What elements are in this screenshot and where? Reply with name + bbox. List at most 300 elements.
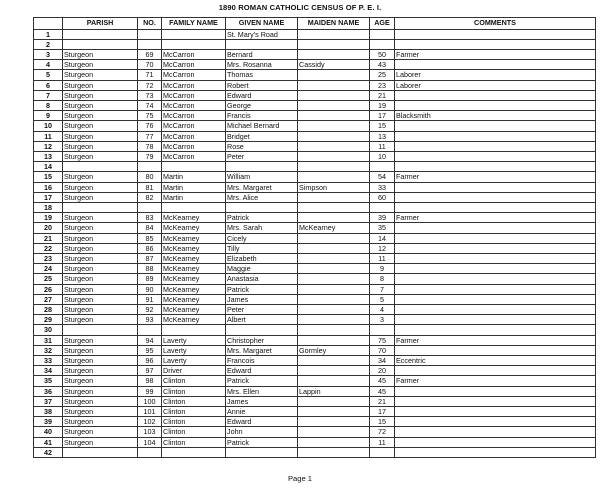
given-name-cell: Christopher — [226, 335, 298, 345]
age-cell: 4 — [370, 304, 395, 314]
maiden-name-cell — [298, 356, 370, 366]
table-header-row — [34, 18, 596, 30]
row-number-cell: 16 — [34, 182, 63, 192]
given-name-cell: Patrick — [226, 213, 298, 223]
record-number-cell: 85 — [138, 233, 162, 243]
row-number-cell: 26 — [34, 284, 63, 294]
family-name-cell: Clinton — [162, 427, 226, 437]
maiden-name-cell — [298, 396, 370, 406]
header-maiden-name: MAIDEN NAME — [298, 18, 370, 30]
maiden-name-cell — [298, 264, 370, 274]
comments-cell — [395, 264, 596, 274]
age-cell: 7 — [370, 284, 395, 294]
family-name-cell — [162, 29, 226, 39]
parish-cell: Sturgeon — [63, 151, 138, 161]
record-number-cell: 78 — [138, 141, 162, 151]
family-name-cell: Laverty — [162, 335, 226, 345]
table-row — [34, 335, 596, 345]
maiden-name-cell — [298, 437, 370, 447]
record-number-cell: 104 — [138, 437, 162, 447]
age-cell: 35 — [370, 223, 395, 233]
table-row — [34, 70, 596, 80]
parish-cell — [63, 202, 138, 212]
record-number-cell: 69 — [138, 49, 162, 59]
parish-cell: Sturgeon — [63, 417, 138, 427]
age-cell: 14 — [370, 233, 395, 243]
record-number-cell: 100 — [138, 396, 162, 406]
maiden-name-cell — [298, 162, 370, 172]
given-name-cell: James — [226, 396, 298, 406]
record-number-cell: 92 — [138, 304, 162, 314]
record-number-cell — [138, 325, 162, 335]
census-body — [34, 29, 596, 458]
row-number-cell: 21 — [34, 233, 63, 243]
row-number-cell: 41 — [34, 437, 63, 447]
record-number-cell: 73 — [138, 90, 162, 100]
age-cell: 45 — [370, 386, 395, 396]
age-cell: 17 — [370, 407, 395, 417]
age-cell: 10 — [370, 151, 395, 161]
table-row — [34, 417, 596, 427]
given-name-cell: Mrs. Margaret — [226, 345, 298, 355]
family-name-cell: McKearney — [162, 243, 226, 253]
parish-cell: Sturgeon — [63, 294, 138, 304]
maiden-name-cell: Gormley — [298, 345, 370, 355]
parish-cell: Sturgeon — [63, 427, 138, 437]
family-name-cell: McKearney — [162, 233, 226, 243]
header-age: AGE — [370, 18, 395, 30]
census-table — [33, 17, 596, 458]
maiden-name-cell — [298, 447, 370, 457]
parish-cell: Sturgeon — [63, 100, 138, 110]
age-cell: 45 — [370, 376, 395, 386]
maiden-name-cell — [298, 80, 370, 90]
record-number-cell: 79 — [138, 151, 162, 161]
family-name-cell: McCarron — [162, 141, 226, 151]
age-cell: 25 — [370, 70, 395, 80]
comments-cell — [395, 182, 596, 192]
table-row — [34, 407, 596, 417]
table-row — [34, 294, 596, 304]
given-name-cell: Edward — [226, 417, 298, 427]
maiden-name-cell — [298, 100, 370, 110]
family-name-cell: Laverty — [162, 345, 226, 355]
record-number-cell: 99 — [138, 386, 162, 396]
maiden-name-cell — [298, 192, 370, 202]
table-row — [34, 284, 596, 294]
given-name-cell — [226, 162, 298, 172]
family-name-cell: McKearney — [162, 213, 226, 223]
maiden-name-cell — [298, 366, 370, 376]
row-number-cell: 10 — [34, 121, 63, 131]
age-cell: 39 — [370, 213, 395, 223]
row-number-cell: 28 — [34, 304, 63, 314]
comments-cell — [395, 162, 596, 172]
family-name-cell — [162, 447, 226, 457]
comments-cell — [395, 396, 596, 406]
age-cell: 8 — [370, 274, 395, 284]
comments-cell: Farmer — [395, 172, 596, 182]
maiden-name-cell — [298, 427, 370, 437]
table-row — [34, 111, 596, 121]
maiden-name-cell — [298, 39, 370, 49]
table-row — [34, 49, 596, 59]
family-name-cell: Clinton — [162, 396, 226, 406]
family-name-cell: McCarron — [162, 70, 226, 80]
family-name-cell: Martin — [162, 192, 226, 202]
table-row — [34, 213, 596, 223]
parish-cell: Sturgeon — [63, 345, 138, 355]
maiden-name-cell: Cassidy — [298, 60, 370, 70]
parish-cell — [63, 39, 138, 49]
comments-cell: Farmer — [395, 49, 596, 59]
given-name-cell: Thomas — [226, 70, 298, 80]
maiden-name-cell — [298, 376, 370, 386]
row-number-cell: 3 — [34, 49, 63, 59]
age-cell: 70 — [370, 345, 395, 355]
record-number-cell: 75 — [138, 111, 162, 121]
comments-cell — [395, 90, 596, 100]
maiden-name-cell — [298, 141, 370, 151]
given-name-cell: Cicely — [226, 233, 298, 243]
parish-cell: Sturgeon — [63, 396, 138, 406]
record-number-cell: 103 — [138, 427, 162, 437]
age-cell: 9 — [370, 264, 395, 274]
family-name-cell: McCarron — [162, 100, 226, 110]
comments-cell — [395, 202, 596, 212]
maiden-name-cell: Lappin — [298, 386, 370, 396]
record-number-cell: 87 — [138, 253, 162, 263]
comments-cell — [395, 29, 596, 39]
given-name-cell: Annie — [226, 407, 298, 417]
comments-cell — [395, 304, 596, 314]
maiden-name-cell — [298, 151, 370, 161]
given-name-cell: Mrs. Ellen — [226, 386, 298, 396]
parish-cell: Sturgeon — [63, 284, 138, 294]
table-row — [34, 131, 596, 141]
given-name-cell: Bernard — [226, 49, 298, 59]
record-number-cell — [138, 202, 162, 212]
record-number-cell: 96 — [138, 356, 162, 366]
family-name-cell: McCarron — [162, 111, 226, 121]
comments-cell — [395, 243, 596, 253]
record-number-cell: 76 — [138, 121, 162, 131]
row-number-cell: 23 — [34, 253, 63, 263]
table-row — [34, 121, 596, 131]
given-name-cell: Mrs. Alice — [226, 192, 298, 202]
parish-cell: Sturgeon — [63, 70, 138, 80]
table-row — [34, 366, 596, 376]
maiden-name-cell — [298, 417, 370, 427]
parish-cell: Sturgeon — [63, 407, 138, 417]
parish-cell: Sturgeon — [63, 315, 138, 325]
header-comments: COMMENTS — [395, 18, 596, 30]
record-number-cell: 102 — [138, 417, 162, 427]
parish-cell: Sturgeon — [63, 223, 138, 233]
family-name-cell: McCarron — [162, 60, 226, 70]
table-row — [34, 325, 596, 335]
parish-cell: Sturgeon — [63, 80, 138, 90]
family-name-cell: McCarron — [162, 90, 226, 100]
record-number-cell: 93 — [138, 315, 162, 325]
age-cell: 12 — [370, 243, 395, 253]
parish-cell: Sturgeon — [63, 253, 138, 263]
table-row — [34, 162, 596, 172]
maiden-name-cell — [298, 325, 370, 335]
header-family-name: FAMILY NAME — [162, 18, 226, 30]
table-row — [34, 223, 596, 233]
record-number-cell: 98 — [138, 376, 162, 386]
header-no: NO. — [138, 18, 162, 30]
row-number-cell: 22 — [34, 243, 63, 253]
record-number-cell: 95 — [138, 345, 162, 355]
maiden-name-cell — [298, 233, 370, 243]
given-name-cell: Francois — [226, 356, 298, 366]
comments-cell — [395, 121, 596, 131]
table-row — [34, 396, 596, 406]
comments-cell — [395, 274, 596, 284]
parish-cell: Sturgeon — [63, 121, 138, 131]
parish-cell: Sturgeon — [63, 60, 138, 70]
age-cell: 23 — [370, 80, 395, 90]
given-name-cell: Francis — [226, 111, 298, 121]
family-name-cell: Martin — [162, 182, 226, 192]
table-row — [34, 60, 596, 70]
comments-cell — [395, 407, 596, 417]
row-number-cell: 35 — [34, 376, 63, 386]
given-name-cell: St. Mary's Road — [226, 29, 298, 39]
parish-cell — [63, 162, 138, 172]
row-number-cell: 1 — [34, 29, 63, 39]
table-row — [34, 447, 596, 457]
parish-cell: Sturgeon — [63, 172, 138, 182]
age-cell — [370, 39, 395, 49]
row-number-cell: 6 — [34, 80, 63, 90]
header-given-name: GIVEN NAME — [226, 18, 298, 30]
record-number-cell — [138, 29, 162, 39]
row-number-cell: 11 — [34, 131, 63, 141]
given-name-cell: Tilly — [226, 243, 298, 253]
row-number-cell: 39 — [34, 417, 63, 427]
age-cell — [370, 29, 395, 39]
table-row — [34, 100, 596, 110]
comments-cell: Farmer — [395, 335, 596, 345]
row-number-cell: 9 — [34, 111, 63, 121]
row-number-cell: 40 — [34, 427, 63, 437]
row-number-cell: 30 — [34, 325, 63, 335]
comments-cell — [395, 315, 596, 325]
row-number-cell: 15 — [34, 172, 63, 182]
age-cell: 11 — [370, 437, 395, 447]
record-number-cell: 97 — [138, 366, 162, 376]
given-name-cell: Peter — [226, 151, 298, 161]
age-cell — [370, 325, 395, 335]
family-name-cell: McKearney — [162, 284, 226, 294]
record-number-cell: 80 — [138, 172, 162, 182]
parish-cell — [63, 29, 138, 39]
maiden-name-cell — [298, 90, 370, 100]
maiden-name-cell — [298, 202, 370, 212]
comments-cell — [395, 223, 596, 233]
record-number-cell: 91 — [138, 294, 162, 304]
table-row — [34, 90, 596, 100]
record-number-cell — [138, 162, 162, 172]
record-number-cell — [138, 39, 162, 49]
header-row-number — [34, 18, 63, 30]
table-row — [34, 386, 596, 396]
maiden-name-cell: Simpson — [298, 182, 370, 192]
comments-cell — [395, 417, 596, 427]
maiden-name-cell — [298, 335, 370, 345]
maiden-name-cell — [298, 315, 370, 325]
row-number-cell: 24 — [34, 264, 63, 274]
table-row — [34, 345, 596, 355]
given-name-cell: William — [226, 172, 298, 182]
table-row — [34, 253, 596, 263]
row-number-cell: 27 — [34, 294, 63, 304]
parish-cell: Sturgeon — [63, 335, 138, 345]
family-name-cell: Clinton — [162, 407, 226, 417]
row-number-cell: 12 — [34, 141, 63, 151]
given-name-cell: Edward — [226, 90, 298, 100]
family-name-cell: Clinton — [162, 417, 226, 427]
row-number-cell: 37 — [34, 396, 63, 406]
age-cell: 11 — [370, 253, 395, 263]
record-number-cell: 70 — [138, 60, 162, 70]
comments-cell — [395, 233, 596, 243]
record-number-cell: 83 — [138, 213, 162, 223]
given-name-cell: Mrs. Sarah — [226, 223, 298, 233]
parish-cell: Sturgeon — [63, 304, 138, 314]
parish-cell: Sturgeon — [63, 376, 138, 386]
table-row — [34, 243, 596, 253]
table-row — [34, 141, 596, 151]
age-cell: 43 — [370, 60, 395, 70]
maiden-name-cell — [298, 49, 370, 59]
age-cell: 75 — [370, 335, 395, 345]
row-number-cell: 31 — [34, 335, 63, 345]
parish-cell: Sturgeon — [63, 437, 138, 447]
row-number-cell: 2 — [34, 39, 63, 49]
row-number-cell: 25 — [34, 274, 63, 284]
family-name-cell: McKearney — [162, 253, 226, 263]
row-number-cell: 33 — [34, 356, 63, 366]
maiden-name-cell: McKearney — [298, 223, 370, 233]
family-name-cell: Driver — [162, 366, 226, 376]
given-name-cell: John — [226, 427, 298, 437]
row-number-cell: 38 — [34, 407, 63, 417]
given-name-cell: Peter — [226, 304, 298, 314]
family-name-cell: Laverty — [162, 356, 226, 366]
row-number-cell: 19 — [34, 213, 63, 223]
maiden-name-cell — [298, 29, 370, 39]
record-number-cell: 82 — [138, 192, 162, 202]
age-cell: 17 — [370, 111, 395, 121]
parish-cell: Sturgeon — [63, 131, 138, 141]
family-name-cell — [162, 202, 226, 212]
given-name-cell: Anastasia — [226, 274, 298, 284]
parish-cell: Sturgeon — [63, 274, 138, 284]
family-name-cell: Martin — [162, 172, 226, 182]
table-row — [34, 356, 596, 366]
family-name-cell: Clinton — [162, 386, 226, 396]
family-name-cell — [162, 325, 226, 335]
row-number-cell: 42 — [34, 447, 63, 457]
comments-cell — [395, 427, 596, 437]
row-number-cell: 4 — [34, 60, 63, 70]
comments-cell — [395, 151, 596, 161]
parish-cell: Sturgeon — [63, 356, 138, 366]
table-row — [34, 437, 596, 447]
table-row — [34, 315, 596, 325]
table-row — [34, 29, 596, 39]
comments-cell — [395, 284, 596, 294]
record-number-cell: 89 — [138, 274, 162, 284]
comments-cell — [395, 100, 596, 110]
record-number-cell: 77 — [138, 131, 162, 141]
row-number-cell: 13 — [34, 151, 63, 161]
comments-cell — [395, 437, 596, 447]
table-row — [34, 427, 596, 437]
comments-cell — [395, 253, 596, 263]
maiden-name-cell — [298, 111, 370, 121]
maiden-name-cell — [298, 213, 370, 223]
comments-cell: Laborer — [395, 70, 596, 80]
comments-cell — [395, 386, 596, 396]
family-name-cell: McCarron — [162, 131, 226, 141]
family-name-cell: McKearney — [162, 264, 226, 274]
maiden-name-cell — [298, 121, 370, 131]
given-name-cell: Bridget — [226, 131, 298, 141]
record-number-cell: 81 — [138, 182, 162, 192]
row-number-cell: 8 — [34, 100, 63, 110]
table-row — [34, 172, 596, 182]
given-name-cell: Patrick — [226, 284, 298, 294]
row-number-cell: 7 — [34, 90, 63, 100]
row-number-cell: 32 — [34, 345, 63, 355]
row-number-cell: 14 — [34, 162, 63, 172]
row-number-cell: 5 — [34, 70, 63, 80]
table-row — [34, 202, 596, 212]
family-name-cell — [162, 162, 226, 172]
age-cell — [370, 202, 395, 212]
age-cell: 5 — [370, 294, 395, 304]
given-name-cell: Michael Bernard — [226, 121, 298, 131]
row-number-cell: 17 — [34, 192, 63, 202]
given-name-cell: Edward — [226, 366, 298, 376]
family-name-cell: McKearney — [162, 315, 226, 325]
parish-cell: Sturgeon — [63, 243, 138, 253]
record-number-cell: 72 — [138, 80, 162, 90]
comments-cell — [395, 192, 596, 202]
given-name-cell: James — [226, 294, 298, 304]
record-number-cell: 84 — [138, 223, 162, 233]
comments-cell — [395, 345, 596, 355]
age-cell: 72 — [370, 427, 395, 437]
age-cell: 11 — [370, 141, 395, 151]
age-cell: 21 — [370, 90, 395, 100]
given-name-cell: Mrs. Rosanna — [226, 60, 298, 70]
table-row — [34, 192, 596, 202]
row-number-cell: 36 — [34, 386, 63, 396]
record-number-cell: 88 — [138, 264, 162, 274]
record-number-cell: 90 — [138, 284, 162, 294]
maiden-name-cell — [298, 294, 370, 304]
table-row — [34, 304, 596, 314]
parish-cell: Sturgeon — [63, 182, 138, 192]
age-cell: 15 — [370, 417, 395, 427]
parish-cell: Sturgeon — [63, 213, 138, 223]
